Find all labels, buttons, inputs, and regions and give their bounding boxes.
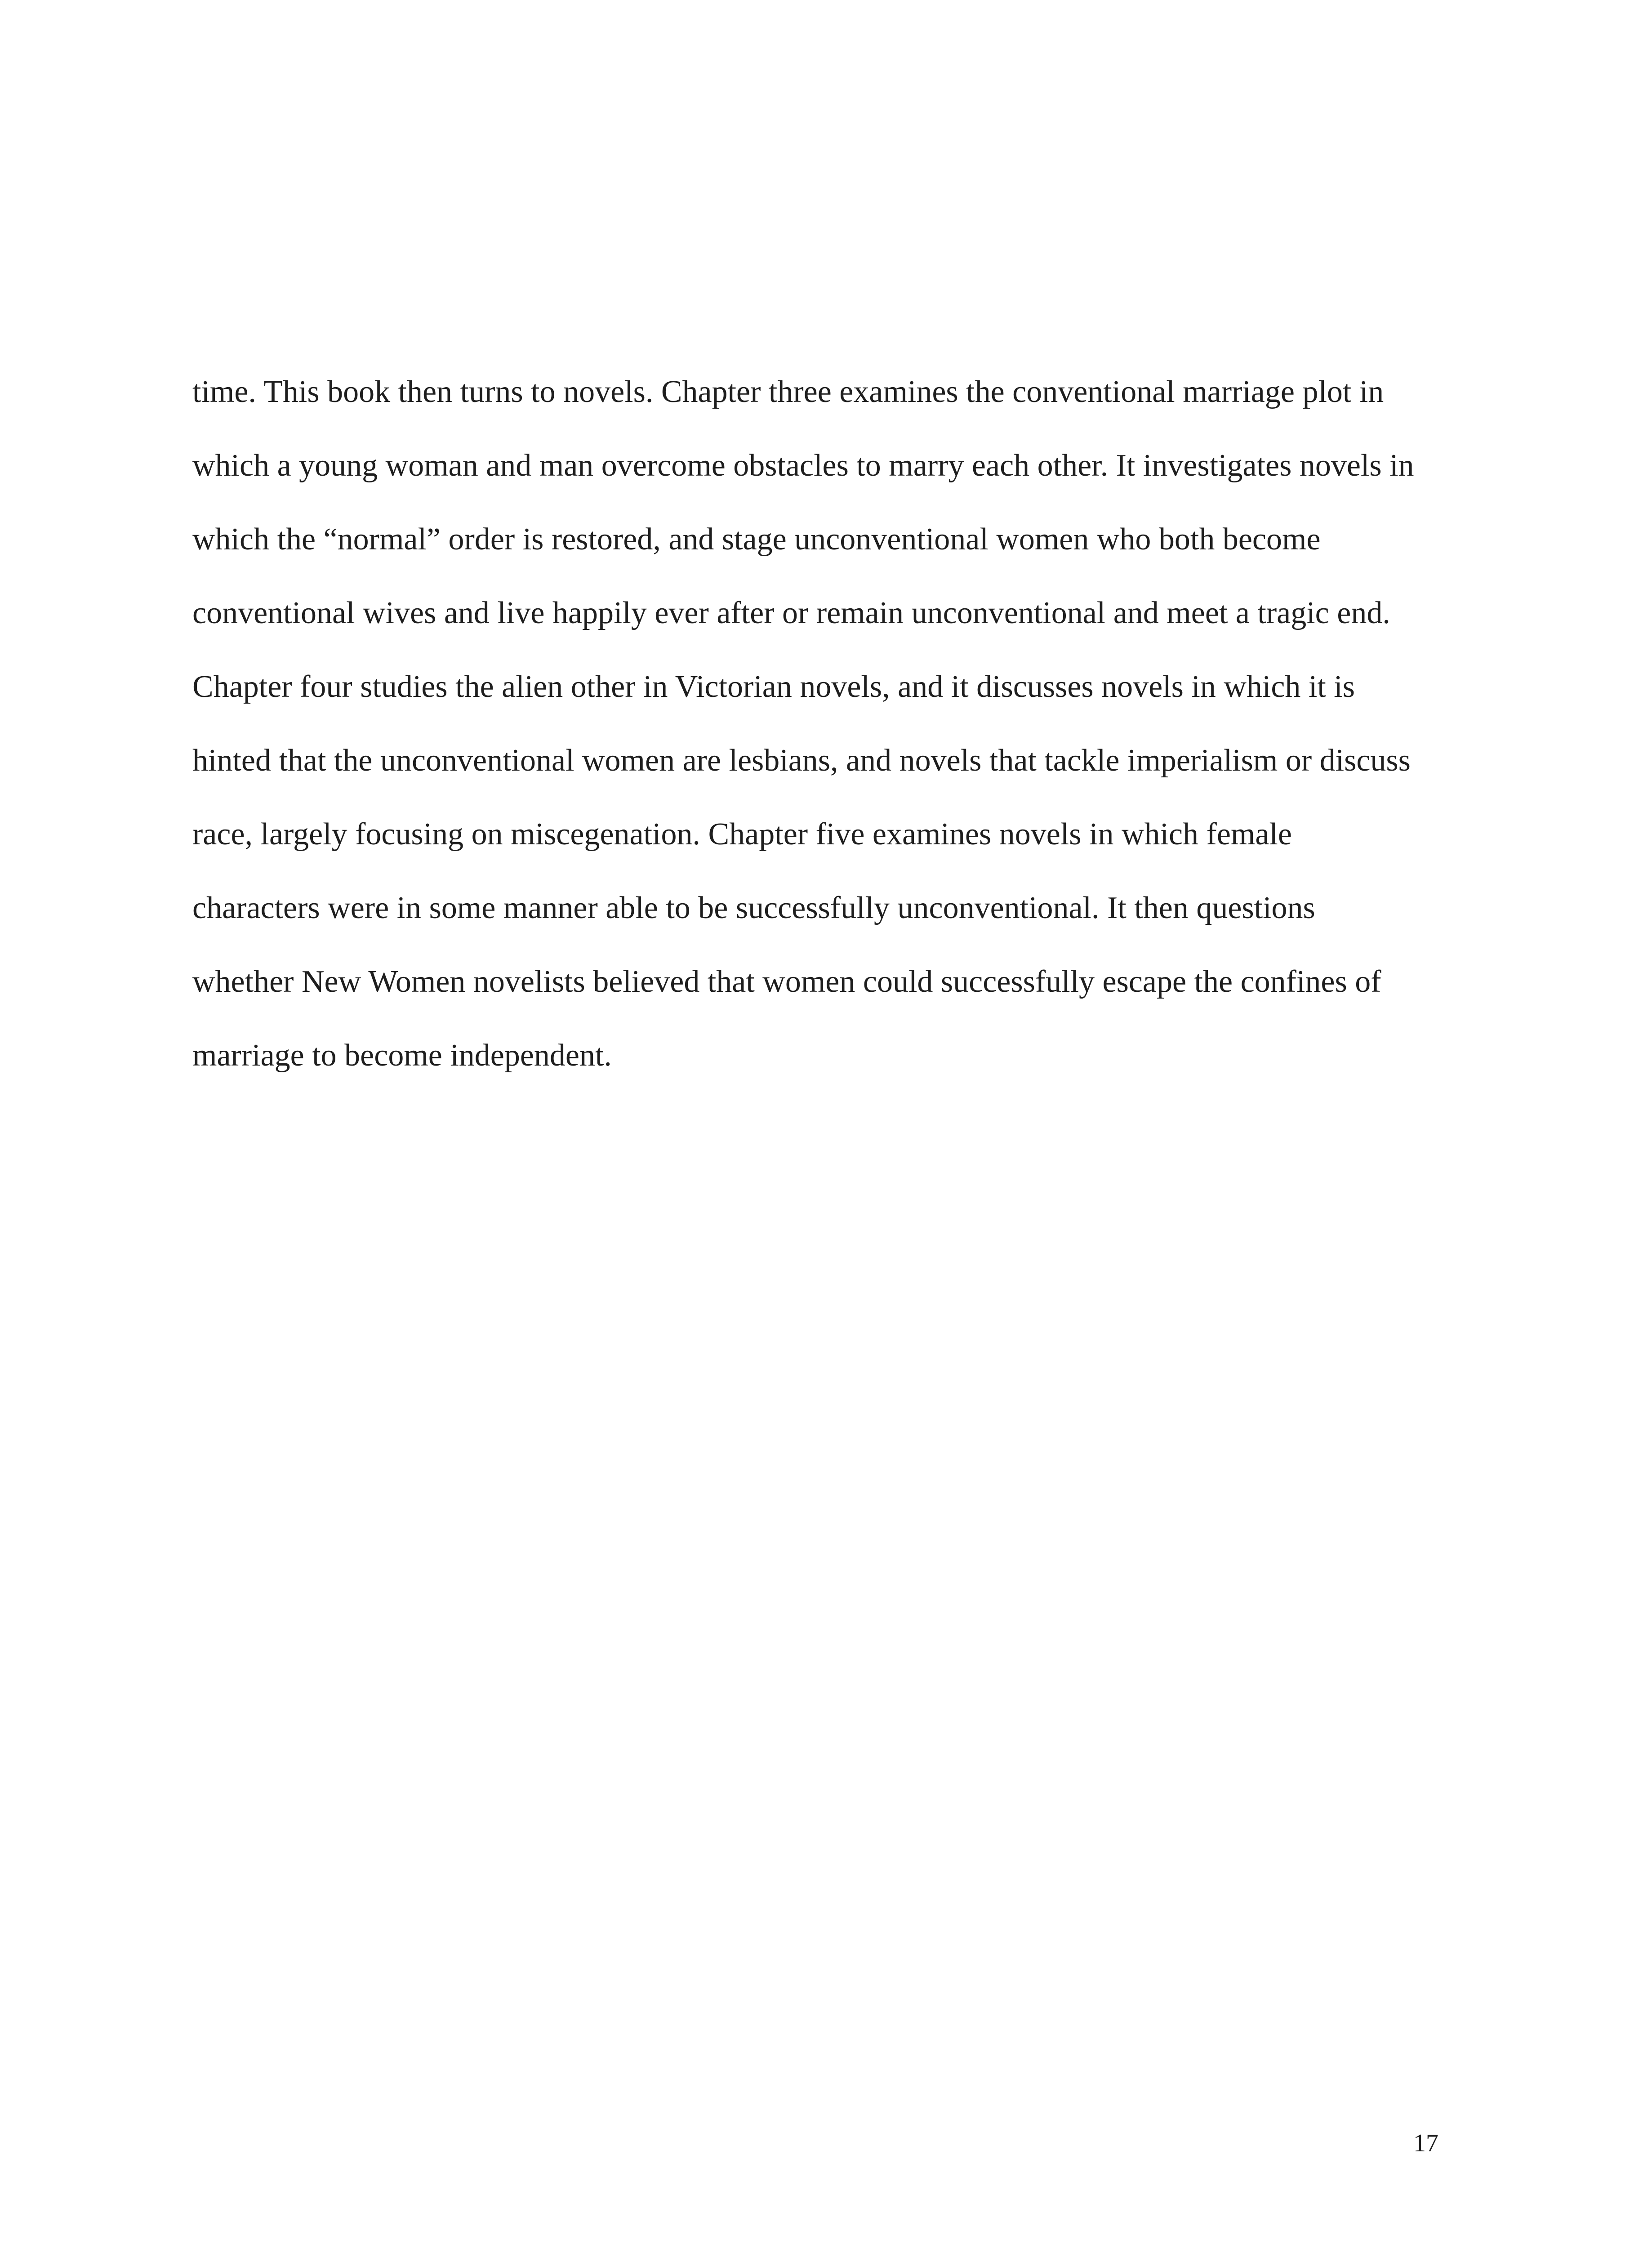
text-line: whether New Women novelists believed that women could successfully escape the confines of [192,964,1381,999]
text-line: marriage to become independent. [192,1038,612,1073]
text-line: Chapter four studies the alien other in Victorian novels, and it discusses novels in which it is [192,669,1355,704]
text-line: conventional wives and live happily ever after or remain unconventional and meet a tragic end. [192,596,1390,630]
text-line: which the “normal” order is restored, and stage unconventional women who both become [192,522,1321,557]
body-paragraph [192,355,1465,1093]
text-line: characters were in some manner able to be successfully unconventional. It then questions [192,891,1315,925]
text-line: which a young woman and man overcome obstacles to marry each other. It investigates novels in [192,448,1414,483]
text-line: race, largely focusing on miscegenation. Chapter five examines novels in which female [192,817,1292,852]
page-number: 17 [1413,2129,1438,2157]
text-line: time. This book then turns to novels. Chapter three examines the conventional marriage plot in [192,375,1384,409]
text-line: hinted that the unconventional women are lesbians, and novels that tackle imperialism or discuss [192,743,1411,778]
